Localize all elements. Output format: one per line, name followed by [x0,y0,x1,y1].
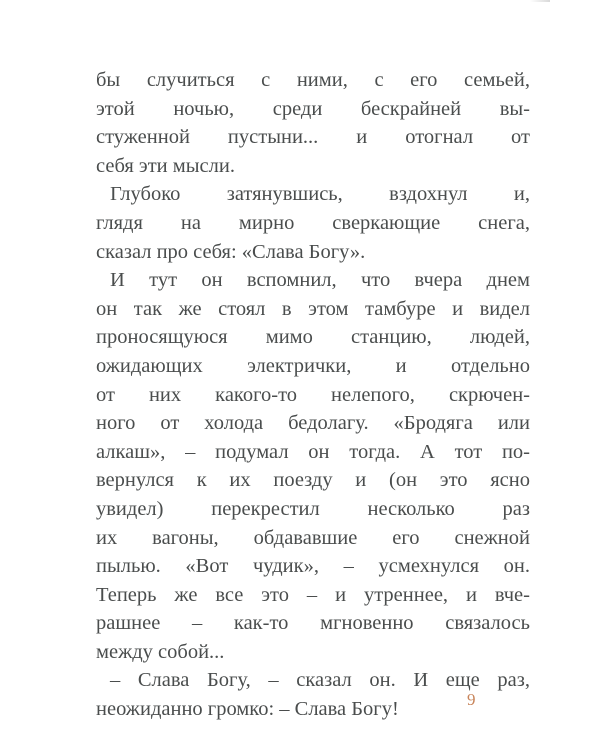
text-line: проносящуюся мимо станцию, людей, [96,326,530,349]
paragraph [96,66,530,180]
text-line: от них какого-то нелепого, скрючен- [96,383,530,406]
text-line: Глубоко затянувшись, вздохнул и, [110,183,530,206]
text-line: вернулся к их поезду и (он это ясно [96,469,530,492]
text-line: их вагоны, обдававшие его снежной [96,526,530,549]
text-line: стуженной пустыни... и отогнал от [96,126,530,149]
text-line: ного от холода бедолагу. «Бродяга или [96,412,530,435]
body-text [96,66,530,724]
text-line: между собой... [96,640,225,663]
text-line: рашнее – как-то мгновенно связалось [96,612,530,635]
text-line: этой ночью, среди бескрайней вы- [96,97,530,120]
text-line: алкаш», – подумал он тогда. А тот по- [96,440,530,463]
text-line: бы случиться с ними, с его семьей, [96,69,530,91]
scan-edge-mark [530,0,550,2]
paragraph [96,266,530,666]
text-line: неожиданно громко: – Слава Богу! [96,698,399,721]
text-line: себя эти мысли. [96,154,235,177]
page-number: 9 [467,690,476,709]
text-line: увидел) перекрестил несколько раз [96,497,530,520]
text-line: глядя на мирно сверкающие снега, [96,211,530,234]
text-line: он так же стоял в этом тамбуре и видел [96,297,530,320]
text-line: сказал про себя: «Слава Богу». [96,240,366,263]
text-line: пылью. «Вот чудик», – усмехнулся он. [96,555,530,578]
text-line: – Слава Богу, – сказал он. И еще раз, [110,669,530,692]
text-line: Теперь же все это – и утреннее, и вче- [96,583,530,606]
paragraph [96,666,530,723]
text-line: ожидающих электрички, и отдельно [96,354,530,377]
text-line: И тут он вспомнил, что вчера днем [110,269,530,292]
paragraph [96,180,530,266]
